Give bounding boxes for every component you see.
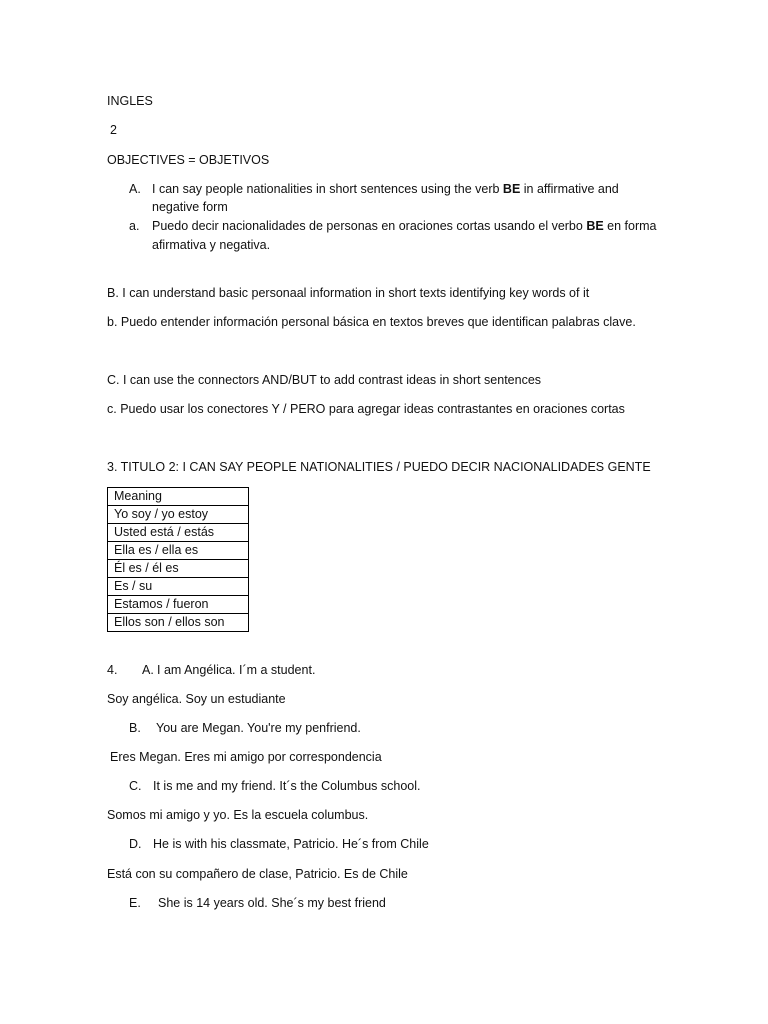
objective-B: B. I can understand basic personaal information in short texts identifying key words of it: [107, 286, 590, 300]
table-row: [108, 596, 249, 614]
section-4-D-spanish: Está con su compañero de clase, Patricio. Es de Chile: [107, 867, 408, 881]
table-row: [108, 506, 249, 524]
table-row: [108, 524, 249, 542]
table-cell: Ella es / ella es: [108, 542, 249, 560]
table-row: [108, 578, 249, 596]
section-4-B-marker: B.: [129, 721, 141, 735]
section-4-C-marker: C.: [129, 779, 142, 793]
table-cell: Yo soy / yo estoy: [108, 506, 249, 524]
objective-a-line2: afirmativa y negativa.: [152, 238, 271, 252]
section-4-E-english: She is 14 years old. She´s my best friend: [158, 896, 386, 910]
meaning-table-header: Meaning: [108, 488, 249, 506]
title-2: 3. TITULO 2: I CAN SAY PEOPLE NATIONALITIES / PUEDO DECIR NACIONALIDADES GENTE: [107, 460, 651, 474]
table-cell: Estamos / fueron: [108, 596, 249, 614]
section-4-A-english: I am Angélica. I´m a student.: [157, 663, 316, 677]
section-4-B-spanish: Eres Megan. Eres mi amigo por correspondencia: [110, 750, 382, 764]
objective-b: b. Puedo entender información personal básica en textos breves que identifican palabras clave.: [107, 315, 636, 329]
objective-A-line1: I can say people nationalities in short sentences using the verb BE in affirmative and: [152, 182, 619, 196]
objective-C: C. I can use the connectors AND/BUT to add contrast ideas in short sentences: [107, 373, 542, 387]
section-4-B-english: You are Megan. You're my penfriend.: [156, 721, 361, 735]
objective-c: c. Puedo usar los conectores Y / PERO para agregar ideas contrastantes en oraciones cortas: [107, 402, 625, 416]
section-4-D-english: He is with his classmate, Patricio. He´s from Chile: [153, 837, 429, 851]
section-4-C-spanish: Somos mi amigo y yo. Es la escuela columbus.: [107, 808, 369, 822]
section-4-number: 4.: [107, 663, 118, 677]
objectives-heading: OBJECTIVES = OBJETIVOS: [107, 153, 270, 167]
objective-a-marker: a.: [129, 219, 140, 233]
table-cell: Ellos son / ellos son: [108, 614, 249, 632]
meaning-table: [107, 487, 249, 632]
section-4-A-marker: A.: [142, 663, 154, 677]
section-4-C-english: It is me and my friend. It´s the Columbus school.: [153, 779, 421, 793]
meaning-table-header-row: [108, 488, 249, 506]
subject-heading: INGLES: [107, 94, 153, 108]
table-cell: Él es / él es: [108, 560, 249, 578]
table-cell: Usted está / estás: [108, 524, 249, 542]
objective-A-line2: negative form: [152, 200, 228, 214]
lesson-number: 2: [110, 123, 117, 137]
objective-A-marker: A.: [129, 182, 141, 196]
section-4-A-spanish: Soy angélica. Soy un estudiante: [107, 692, 286, 706]
table-row: [108, 560, 249, 578]
section-4-D-marker: D.: [129, 837, 142, 851]
objective-a-line1: Puedo decir nacionalidades de personas en oraciones cortas usando el verbo BE en forma: [152, 219, 657, 233]
table-cell: Es / su: [108, 578, 249, 596]
table-row: [108, 614, 249, 632]
table-row: [108, 542, 249, 560]
section-4-E-marker: E.: [129, 896, 141, 910]
